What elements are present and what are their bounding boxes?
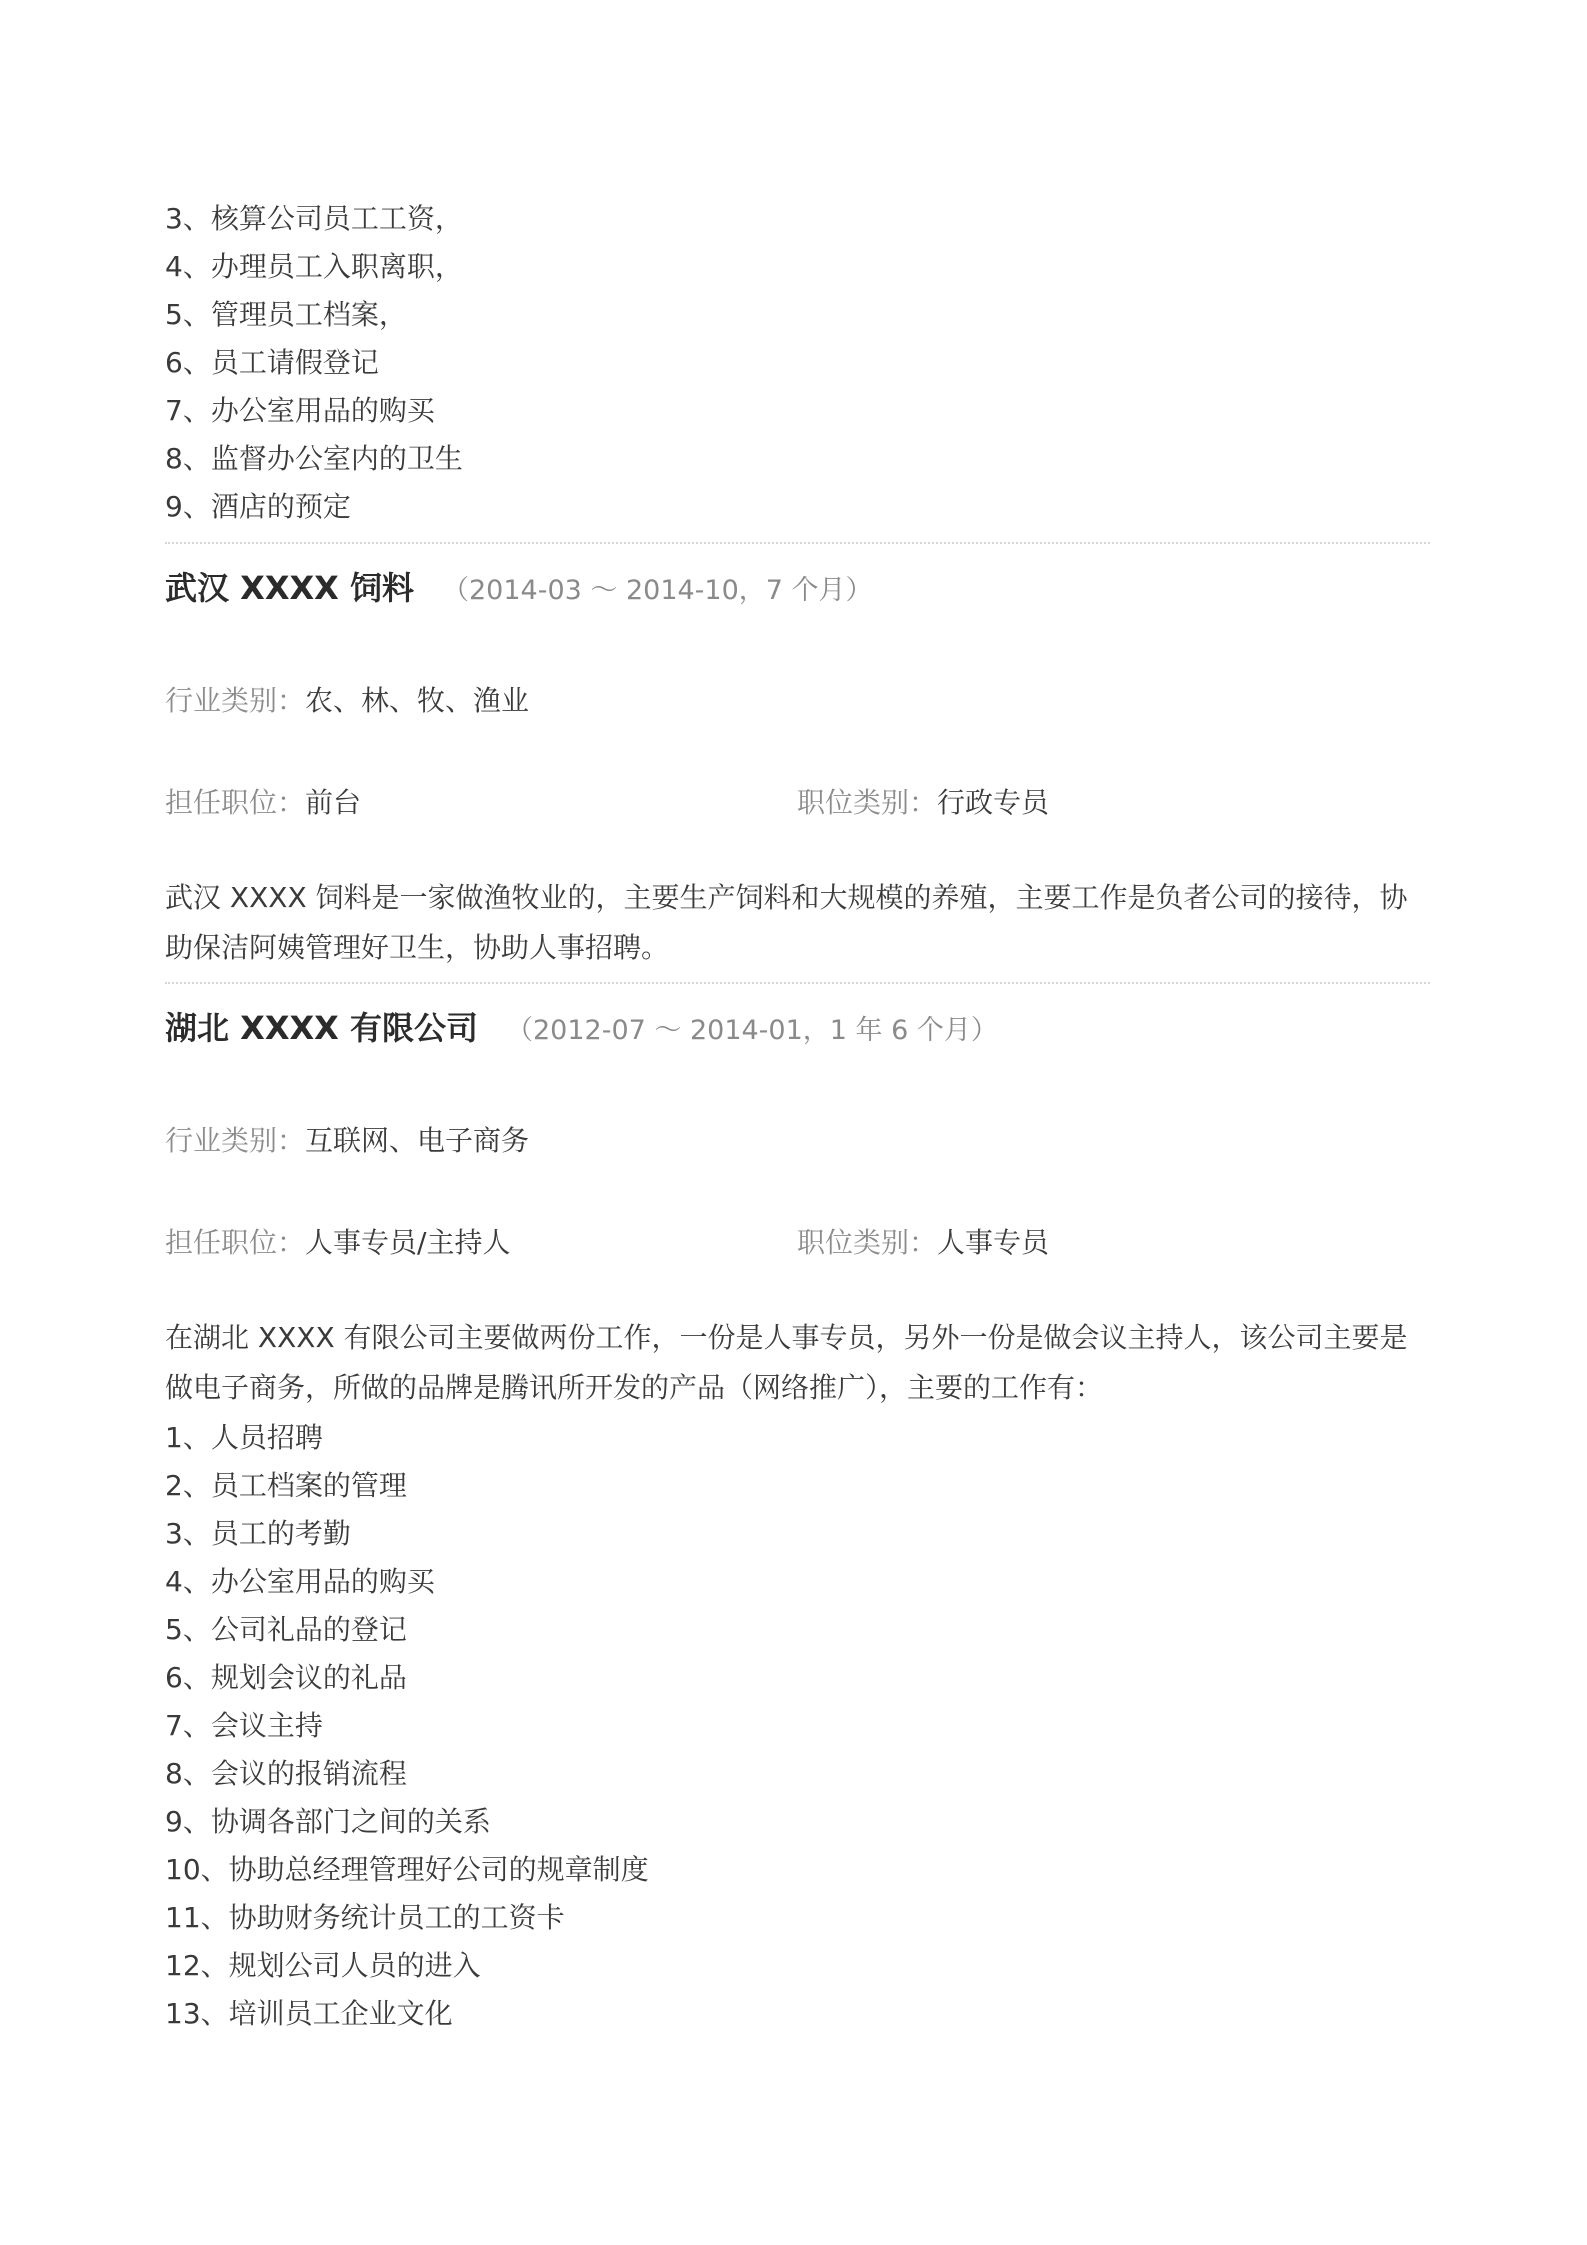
- list-item: 4、办理员工入职离职，: [165, 250, 463, 283]
- job-period: （2012-07 ～ 2014-01，1 年 6 个月）: [505, 1015, 998, 1046]
- job-header: [165, 993, 1430, 1063]
- list-item: 8、会议的报销流程: [165, 1757, 407, 1790]
- category-value: 行政专员: [937, 786, 1050, 819]
- category-field: [797, 779, 1049, 827]
- list-item: 4、办公室用品的购买: [165, 1565, 435, 1598]
- description-line: 在湖北 XXXX 有限公司主要做两份工作，一份是人事专员，另外一份是做会议主持人，该公司主要是: [165, 1321, 1408, 1354]
- category-field: [797, 1219, 1049, 1267]
- job-period: （2014-03 ～ 2014-10，7 个月）: [441, 575, 873, 606]
- list-item: 5、管理员工档案，: [165, 298, 407, 331]
- company-name: 武汉 XXXX 饲料: [165, 569, 414, 607]
- list-item: 6、规划会议的礼品: [165, 1661, 407, 1694]
- section-divider: [165, 542, 1430, 544]
- list-item: 1、人员招聘: [165, 1421, 323, 1454]
- job-header: [165, 553, 1430, 623]
- job-description: [165, 1313, 1430, 1413]
- list-item: 9、酒店的预定: [165, 490, 351, 523]
- position-label: 担任职位：: [165, 1226, 306, 1259]
- list-item: 2、员工档案的管理: [165, 1469, 407, 1502]
- list-item: 3、核算公司员工工资，: [165, 202, 463, 235]
- industry-row: [165, 1117, 529, 1165]
- list-item: 6、员工请假登记: [165, 346, 379, 379]
- list-item: 8、监督办公室内的卫生: [165, 442, 463, 475]
- industry-value: 互联网、电子商务: [305, 1124, 530, 1157]
- description-line: 武汉 XXXX 饲料是一家做渔牧业的，主要生产饲料和大规模的养殖，主要工作是负者公司的接待，协: [165, 881, 1408, 914]
- list-item: 7、办公室用品的购买: [165, 394, 435, 427]
- industry-value: 农、林、牧、渔业: [305, 684, 530, 717]
- duties-list: [165, 1414, 649, 2038]
- job-description: [165, 873, 1430, 973]
- position-field: [165, 1219, 797, 1267]
- list-item: 10、协助总经理管理好公司的规章制度: [165, 1853, 649, 1886]
- description-line: 做电子商务，所做的品牌是腾讯所开发的产品（网络推广），主要的工作有：: [165, 1371, 1104, 1404]
- industry-label: 行业类别：: [165, 1124, 306, 1157]
- category-value: 人事专员: [937, 1226, 1050, 1259]
- category-label: 职位类别：: [797, 786, 938, 819]
- industry-label: 行业类别：: [165, 684, 306, 717]
- position-value: 人事专员/主持人: [305, 1226, 511, 1259]
- list-item: 3、员工的考勤: [165, 1517, 351, 1550]
- position-field: [165, 779, 797, 827]
- position-label: 担任职位：: [165, 786, 306, 819]
- list-item: 7、会议主持: [165, 1709, 323, 1742]
- list-item: 5、公司礼品的登记: [165, 1613, 407, 1646]
- industry-row: [165, 677, 529, 725]
- job-entry-hubei: [165, 993, 1430, 1063]
- description-line: 助保洁阿姨管理好卫生，协助人事招聘。: [165, 931, 670, 964]
- position-row: [165, 779, 1049, 827]
- position-row: [165, 1219, 1049, 1267]
- section-divider: [165, 982, 1430, 984]
- company-name: 湖北 XXXX 有限公司: [165, 1009, 478, 1047]
- position-value: 前台: [305, 786, 362, 819]
- job-entry-wuhan: [165, 553, 1430, 623]
- list-item: 12、规划公司人员的进入: [165, 1949, 481, 1982]
- category-label: 职位类别：: [797, 1226, 938, 1259]
- list-item: 9、协调各部门之间的关系: [165, 1805, 491, 1838]
- list-item: 11、协助财务统计员工的工资卡: [165, 1901, 565, 1934]
- list-item: 13、培训员工企业文化: [165, 1997, 453, 2030]
- previous-duties-list: [165, 195, 463, 531]
